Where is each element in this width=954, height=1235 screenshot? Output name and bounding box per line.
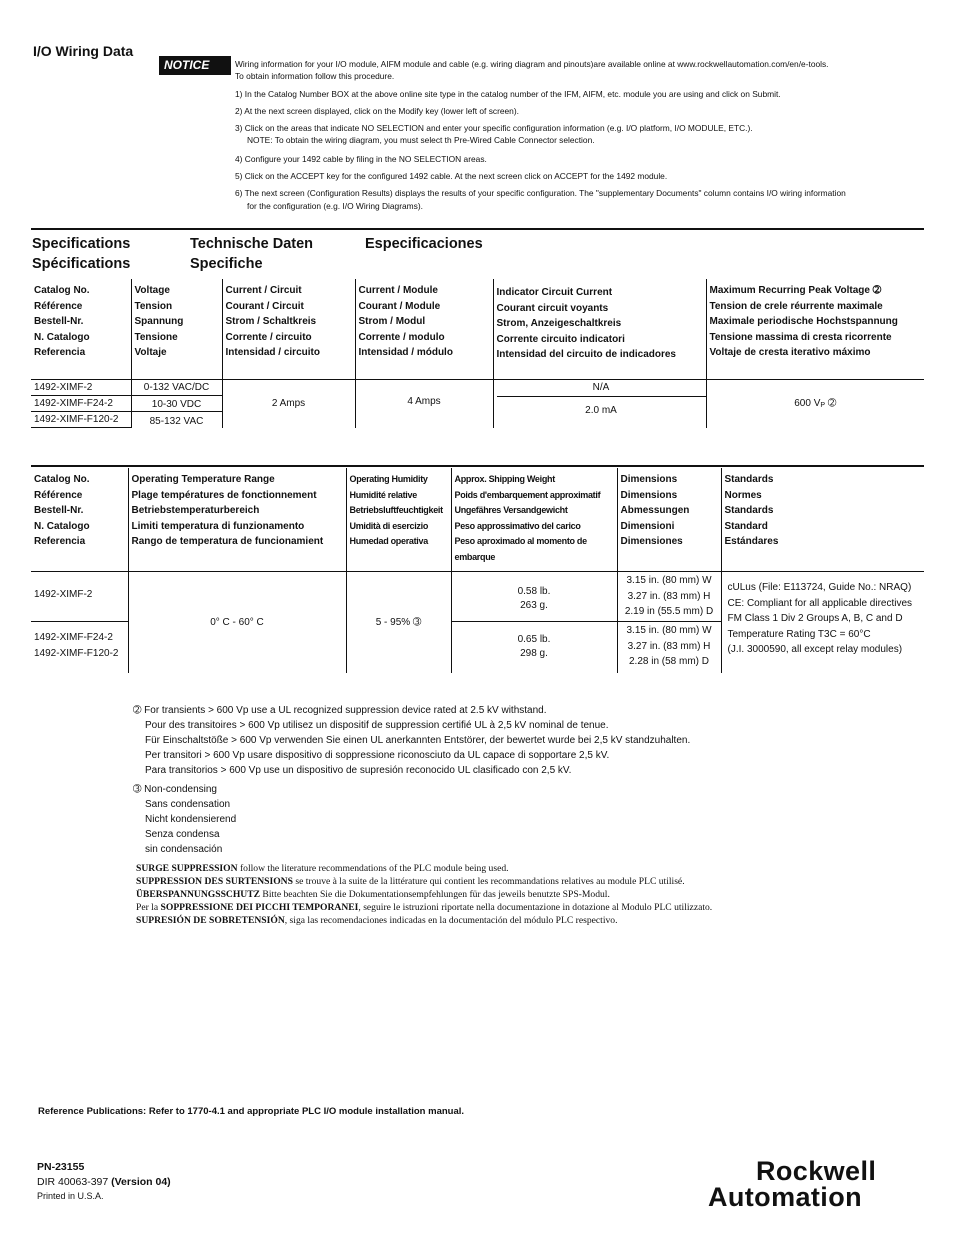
current-module-value: 4 Amps xyxy=(355,379,493,428)
printed-in: Printed in U.S.A. xyxy=(37,1191,104,1201)
footnote-line: ➂ Non-condensing xyxy=(133,784,217,795)
footnote-line: Für Einschaltstöße > 600 Vp verwenden Sie einen UL anerkannten Entstörer, der bewertet wurde bei 2,5 kV standzuhalten. xyxy=(145,735,691,746)
step-1: 1) In the Catalog Number BOX at the above online site type in the catalog number of the IFM, AIFM, etc. module you are using and click on Submit. xyxy=(235,89,781,99)
surge-line-it: Per la SOPPRESSIONE DEI PICCHI TEMPORANEI, seguire le istruzioni riportate nella documentazione in dotazione al Modulo PLC utilizzato. xyxy=(136,902,713,913)
step-3-note: NOTE: To obtain the wiring diagram, you must select th Pre-Wired Cable Connector selection. xyxy=(247,135,595,145)
step-6-cont: for the configuration (e.g. I/O Wiring Diagrams). xyxy=(247,201,423,211)
col-temperature-header: Operating Temperature Range Plage températures de fonctionnement Betriebstemperaturbereich Limiti temperatura di funzionamento Rango de temperatura de funcionamient xyxy=(128,468,346,572)
spec-table-environmental xyxy=(31,468,924,673)
voltage-value: 85-132 VAC xyxy=(149,415,204,427)
divider xyxy=(31,228,924,230)
step-5: 5) Click on the ACCEPT key for the configured 1492 cable. At the next screen click on ACCEPT for the 1492 module. xyxy=(235,171,668,181)
indicator-value: 2.0 mA xyxy=(585,404,617,416)
surge-line-en: SURGE SUPPRESSION follow the literature recommendations of the PLC module being used. xyxy=(136,863,509,874)
footnote-line: Pour des transitoires > 600 Vp utilisez un dispositif de suppression certifié UL à 2,5 kV nominal de tenue. xyxy=(145,720,609,731)
dimensions-value: 3.15 in. (80 mm) W 3.27 in. (83 mm) H 2.19 in (55.5 mm) D xyxy=(618,572,721,622)
current-circuit-value: 2 Amps xyxy=(222,379,355,428)
col-weight-header: Approx. Shipping Weight Poids d'embarquement approximatif Ungefähres Versandgewicht Peso approssimativo del carico Peso aproximado al momento de embarque xyxy=(451,468,617,572)
weight-cell xyxy=(451,572,617,673)
spec-heading-en: Specifications xyxy=(32,236,131,252)
col-voltage-header: Voltage Tension Spannung Tensione Voltaje xyxy=(131,279,222,379)
rockwell-automation-logo xyxy=(708,1158,876,1210)
spec-heading-fr: Spécifications xyxy=(32,256,131,272)
surge-line-fr: SUPPRESSION DES SURTENSIONS se trouve à la suite de la littérature qui contient les recommandations relatives au module PLC utilisé. xyxy=(136,876,685,887)
io-wiring-title: I/O Wiring Data xyxy=(33,43,134,59)
col-catalog-header: Catalog No. Référence Bestell-Nr. N. Catalogo Referencia xyxy=(31,468,128,572)
col-current-circuit-header: Current / Circuit Courant / Circuit Strom / Schaltkreis Corrente / circuito Intensidad / circuito xyxy=(222,279,355,379)
col-catalog-header: Catalog No. Référence Bestell-Nr. N. Catalogo Referencia xyxy=(31,279,131,379)
step-2: 2) At the next screen displayed, click on the Modify key (lower left of screen). xyxy=(235,106,519,116)
notice-intro: Wiring information for your I/O module, AIFM module and cable (e.g. wiring diagram and pinouts)are available online at www.rockwellautomation.com/en/e-tools. xyxy=(235,59,829,69)
catalog-cell xyxy=(31,379,131,428)
dimensions-value: 3.15 in. (80 mm) W 3.27 in. (83 mm) H 2.28 in (58 mm) D xyxy=(626,625,712,667)
weight-value: 0.65 lb. 298 g. xyxy=(517,634,551,659)
catalog-value: 1492-XIMF-F24-2 xyxy=(31,396,131,412)
step-6: 6) The next screen (Configuration Results) displays the results of your specific configuration. The "supplementary Documents" column contains I/O wiring information xyxy=(235,188,846,198)
footnote-2 xyxy=(133,703,690,778)
surge-line-de: ÜBERSPANNUNGSSCHUTZ Bitte beachten Sie die Dokumentationsempfehlungen für das jeweils benutzte SPS-Modul. xyxy=(136,889,610,900)
step-4: 4) Configure your 1492 cable by filing in the NO SELECTION areas. xyxy=(235,154,487,164)
voltage-value: 10-30 VDC xyxy=(132,396,222,412)
footnote-line: ➁ For transients > 600 Vp use a UL recognized suppression device rated at 2.5 kV withstand. xyxy=(133,705,547,716)
weight-value: 0.58 lb. 263 g. xyxy=(452,572,617,622)
divider xyxy=(31,465,924,467)
reference-publications: Reference Publications: Refer to 1770-4.1 and appropriate PLC I/O module installation manual. xyxy=(38,1106,465,1117)
peak-voltage-value: 600 VP ➁ xyxy=(706,379,924,428)
catalog-value: 1492-XIMF-2 xyxy=(31,572,128,622)
col-dimensions-header: Dimensions Dimensions Abmessungen Dimensioni Dimensiones xyxy=(617,468,721,572)
col-current-module-header: Current / Module Courant / Module Strom / Modul Corrente / modulo Intensidad / módulo xyxy=(355,279,493,379)
spec-heading-es: Especificaciones xyxy=(365,236,483,252)
dir-number: DIR 40063-397 (Version 04) xyxy=(37,1176,171,1188)
voltage-value: 0-132 VAC/DC xyxy=(132,380,222,396)
col-peak-voltage-header: Maximum Recurring Peak Voltage ➁ Tension de crele réurrente maximale Maximale periodische Hochstspannung Tensione massima di cresta ricorrente Voltaje de cresta iterativo máximo xyxy=(706,279,924,379)
col-standards-header: Standards Normes Standards Standard Estándares xyxy=(721,468,924,572)
footnote-3 xyxy=(133,782,236,857)
logo-line: Automation xyxy=(708,1182,862,1212)
col-humidity-header: Operating Humidity Humidité relative Betriebsluftfeuchtigkeit Umidità di esercizio Humedad operativa xyxy=(346,468,451,572)
indicator-cell xyxy=(493,379,706,428)
spec-heading-it: Specifiche xyxy=(190,256,263,272)
step-3: 3) Click on the areas that indicate NO SELECTION and enter your specific configuration information (e.g. I/O platform, I/O MODULE, ETC.). xyxy=(235,123,753,133)
logo-line: Rockwell xyxy=(756,1156,877,1186)
notice-badge: NOTICE xyxy=(159,56,231,75)
surge-suppression-block xyxy=(136,862,712,927)
col-indicator-header: Indicator Circuit Current Courant circuit voyants Strom, Anzeigeschaltkreis Corrente circuito indicatori Intensidad del circuito de indicadores xyxy=(493,279,706,379)
footnote-line: sin condensación xyxy=(145,844,223,855)
dimensions-cell xyxy=(617,572,721,673)
footnote-line: Per transitori > 600 Vp usare dispositivo di soppressione riconosciuto da UL capace di sopportare 2,5 kV. xyxy=(145,750,610,761)
footnote-line: Senza condensa xyxy=(145,829,220,840)
catalog-value: 1492-XIMF-F24-2 1492-XIMF-F120-2 xyxy=(34,632,119,659)
catalog-cell xyxy=(31,572,128,673)
notice-intro-2: To obtain information follow this procedure. xyxy=(235,71,395,81)
footnote-line: Sans condensation xyxy=(145,799,231,810)
temperature-value: 0° C - 60° C xyxy=(128,572,346,673)
catalog-value: 1492-XIMF-F120-2 xyxy=(31,412,131,428)
footnote-line: Para transitorios > 600 Vp use un dispositivo de supresión reconocido UL clasificado con 2,5 kV. xyxy=(145,765,572,776)
indicator-value: N/A xyxy=(497,380,706,397)
humidity-value: 5 - 95% ➂ xyxy=(346,572,451,673)
surge-line-es: SUPRESIÓN DE SOBRETENSIÓN, siga las recomendaciones indicadas en la documentación del módulo PLC respectivo. xyxy=(136,915,618,926)
standards-value: cULus (File: E113724, Guide No.: NRAQ) CE: Compliant for all applicable directives FM Class 1 Div 2 Groups A, B, C and D Temperature Rating T3C = 60°C (J.I. 3000590, all except relay modules) xyxy=(721,572,924,673)
spec-heading-de: Technische Daten xyxy=(190,236,314,252)
catalog-value: 1492-XIMF-2 xyxy=(31,380,131,396)
part-number: PN-23155 xyxy=(37,1161,85,1173)
footnote-line: Nicht kondensierend xyxy=(145,814,237,825)
spec-table-electrical xyxy=(31,279,924,428)
voltage-cell xyxy=(131,379,222,428)
